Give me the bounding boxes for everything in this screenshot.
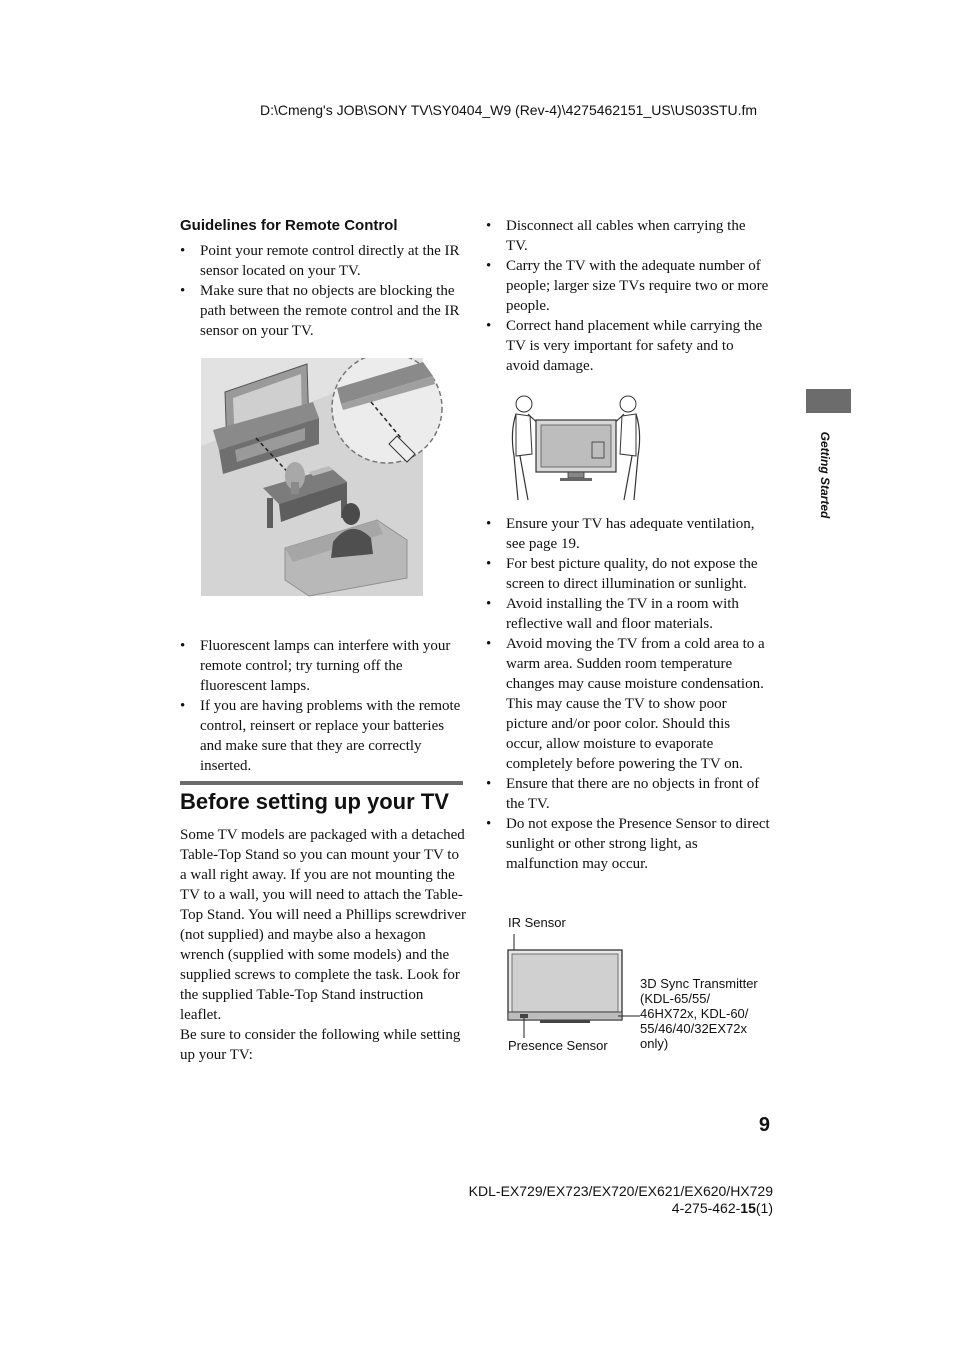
section-body xyxy=(180,825,466,1065)
code-prefix: 4-275-462- xyxy=(671,1200,741,1216)
remote-guidelines-heading: Guidelines for Remote Control xyxy=(180,217,398,234)
two-person-carry-illustration xyxy=(506,392,646,504)
file-path: D:\Cmeng's JOB\SONY TV\SY0404_W9 (Rev-4)\4275462151_US\US03STU.fm xyxy=(260,102,758,118)
list-item: • Fluorescent lamps can interfere with your remote control; try turning off the fluorescent lamps. xyxy=(180,636,464,696)
sync-transmitter-line: 3D Sync Transmitter xyxy=(640,976,758,991)
remote-room-illustration xyxy=(201,358,463,616)
sync-transmitter-line: (KDL-65/55/ xyxy=(640,991,711,1006)
list-item: • Ensure your TV has adequate ventilation, see page 19. xyxy=(486,514,770,554)
presence-sensor-label: Presence Sensor xyxy=(508,1038,608,1053)
list-item: • For best picture quality, do not expose the screen to direct illumination or sunlight. xyxy=(486,554,770,594)
page-number: 9 xyxy=(758,1114,770,1136)
sync-transmitter-label xyxy=(640,976,758,1051)
list-item: • Disconnect all cables when carrying the TV. xyxy=(486,216,770,256)
model-footer xyxy=(469,1183,773,1217)
document-code xyxy=(469,1200,773,1217)
left-column xyxy=(180,216,464,776)
right-column xyxy=(486,216,770,874)
code-suffix: (1) xyxy=(755,1200,773,1216)
section-paragraph: Be sure to consider the following while setting up your TV: xyxy=(180,1027,461,1063)
ir-sensor-label: IR Sensor xyxy=(508,915,566,930)
sync-transmitter-line: 55/46/40/32EX72x xyxy=(640,1021,747,1036)
model-list: KDL-EX729/EX723/EX720/EX621/EX620/HX729 xyxy=(468,1183,773,1199)
list-item: • Avoid installing the TV in a room with reflective wall and floor materials. xyxy=(486,594,770,634)
remote-bullets-b xyxy=(180,636,464,776)
code-bold: 15 xyxy=(740,1200,756,1216)
section-title: Before setting up your TV xyxy=(180,789,449,814)
list-item: • Correct hand placement while carrying the TV is very important for safety and to avoid damage. xyxy=(486,316,770,376)
list-item: • Make sure that no objects are blocking the path between the remote control and the IR sensor on your TV. xyxy=(180,281,464,341)
section-rule xyxy=(180,781,463,785)
side-section-label: Getting Started xyxy=(818,431,832,519)
setup-bullets xyxy=(486,514,770,874)
remote-bullets-a xyxy=(180,241,464,341)
list-item: • Carry the TV with the adequate number of people; larger size TVs require two or more people. xyxy=(486,256,770,316)
list-item: • Ensure that there are no objects in front of the TV. xyxy=(486,774,770,814)
list-item: • If you are having problems with the remote control, reinsert or replace your batteries and make sure that they are correctly inserted. xyxy=(180,696,464,776)
tv-sensor-diagram xyxy=(500,930,640,1042)
section-tab-marker xyxy=(806,389,851,413)
sync-transmitter-line: 46HX72x, KDL-60/ xyxy=(640,1006,749,1021)
list-item: • Avoid moving the TV from a cold area to a warm area. Sudden room temperature changes may cause moisture condensation. This may cause the TV to show poor picture and/or poor color. Should this occur, allow moisture to evaporate completely before powering the TV on. xyxy=(486,634,770,774)
sync-transmitter-line: only) xyxy=(640,1036,669,1051)
section-paragraph: Some TV models are packaged with a detached Table-Top Stand so you can mount your TV to a wall right away. If you are not mounting the TV to a wall, you will need to attach the Table-Top Stand. You will need a Phillips screwdriver (not supplied) and maybe also a hexagon wrench (supplied with some models) and the supplied screws to complete the task. Look for the supplied Table-Top Stand instruction leaflet. xyxy=(180,827,467,1023)
list-item: • Point your remote control directly at the IR sensor located on your TV. xyxy=(180,241,464,281)
list-item: • Do not expose the Presence Sensor to direct sunlight or other strong light, as malfunction may occur. xyxy=(486,814,770,874)
carry-bullets xyxy=(486,216,770,376)
